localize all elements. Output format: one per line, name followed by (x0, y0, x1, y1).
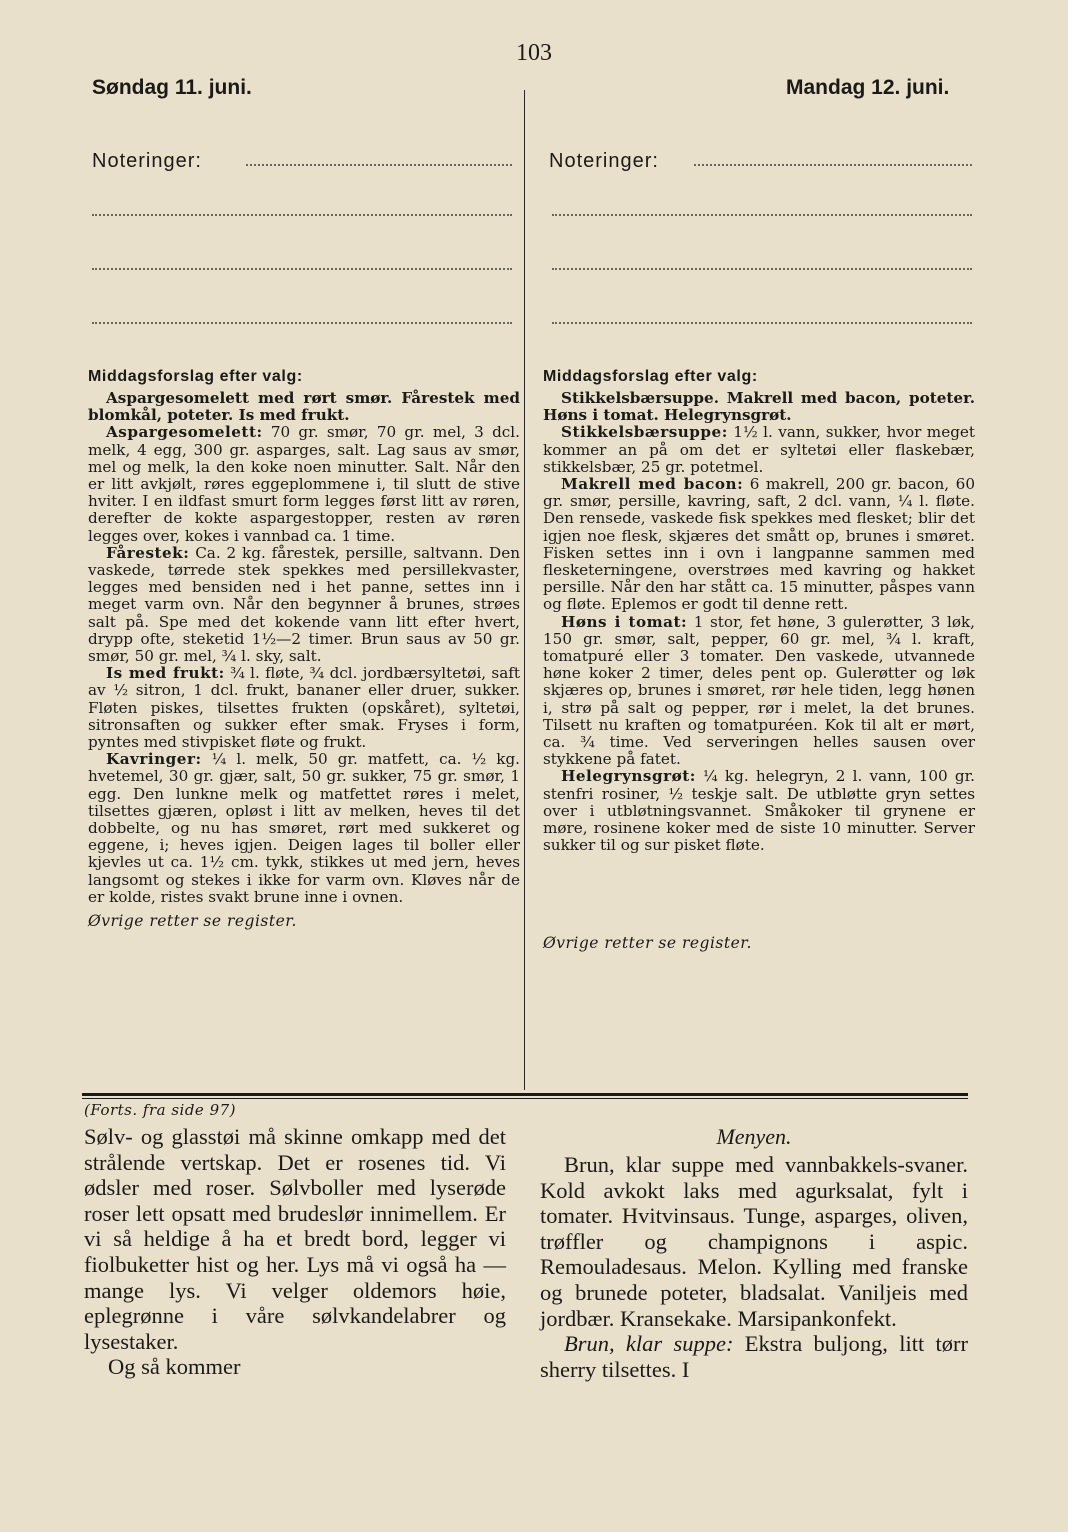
left-note-line (92, 268, 512, 270)
left-summary: Aspargesomelett med rørt smør. Fårestek med blomkål, poteter. Is med frukt. (88, 389, 520, 425)
bottom-right-menu (540, 1124, 968, 1382)
recipe-makrell-med-bacon: Makrell med bacon: 6 makrell, 200 gr. bacon, 60 gr. smør, persille, kavring, saft, 2 dcl. vann, ¼ l. fløte. Den rensede, vaskede fisk spekkes med flesket; blir det igjen noe flesk, skjæres det smått op, brunes i smøret. Fisken settes inn i ovn i langpanne sammen med flesketerningene, overstrøes med kavring og hakket persille. Når den har stått ca. 15 minutter, påspes vann og fløte. Eplemos er godt til denne rett. (543, 475, 975, 614)
menu-text: Brun, klar suppe med vannbakkels-svaner. Kold avkokt laks med agurksalat, fylt i tomater. Hvitvinsaus. Tunge, asparges, oliven, trøffler og champignons i aspic. Remouladesaus. Melon. Kylling med franske og brunede poteter, bladsalat. Vaniljeis med jordbær. Kransekake. Marsipankonfekt. (540, 1152, 968, 1331)
story-paragraph: Sølv- og glasstøi må skinne omkapp med det strålende vertskap. Det er rosenes tid. Vi ødsler med roser. Sølvboller med lyserøde roser lett opsatt med brudeslør innimellem. Er vi så heldige å ha et bredt bord, legger vi fiolbuketter hist og her. Lys må vi også ha — mange lys. Vi velger oldemors høie, eplegrønne i våre sølvkandelabrer og lysestaker. (84, 1124, 506, 1354)
recipe-is-med-frukt: Is med frukt: ¾ l. fløte, ¾ dcl. jordbærsyltetøi, saft av ½ sitron, 1 dcl. frukt, bananer eller druer, sukker. Fløten piskes, tilsettes frukten (opskåret), syltetøi, sitronsaften og sukker efter smak. Fryses i form, pyntes med stivpisket fløte og frukt. (88, 664, 521, 752)
right-note-line (552, 268, 972, 270)
left-notes-label: Noteringer: (92, 150, 202, 172)
left-note-line (92, 214, 512, 216)
left-heading: Middagsforslag efter valg: (88, 368, 303, 385)
menu-soup: Brun, klar suppe: Ekstra buljong, litt tørr sherry tilsettes. I (540, 1331, 968, 1382)
right-heading: Middagsforslag efter valg: (543, 368, 758, 385)
right-other-dishes: Øvrige retter se register. (543, 934, 752, 953)
page-number: 103 (516, 40, 552, 66)
recipe-aspargesomelett: Aspargesomelett: 70 gr. smør, 70 gr. mel, 3 dcl. melk, 4 egg, 300 gr. asparges, salt. Lag saus av smør, mel og melk, la den koke noen minutter. Salt. Når den er litt avkjølt, røres eggeplommene i, til slutt de stive hviter. I en ildfast smurt form legges først litt av røren, derefter de kokte aspargestopper, resten av røren legges over, kokes i vannbad ca. 1 time. (88, 423, 520, 545)
recipe-hons-i-tomat: Høns i tomat: 1 stor, fet høne, 3 gulerøtter, 3 løk, 150 gr. smør, salt, pepper, 60 gr. mel, ¾ l. kraft, tomatpuré eller 3 tomater. Den vaskede, utvannede høne koker 2 timer, deles pent op. Gulerøtter og løk skjæres op, brunes i smøret, rør hele tiden, legg hønen i, strø på salt og pepper, rør i melet, la det brunes. Tilsett nu kraften og tomatpuréen. Kok til alt er mørt, ca. ¾ time. Ved serveringen helles sausen over stykkene på fatet. (543, 612, 976, 769)
recipe-farestek: Fårestek: Ca. 2 kg. fårestek, persille, saltvann. Den vaskede, tørrede stek spekkes med persillekvaster, legges med bensiden ned i het panne, settes inn i meget varm ovn. Når den begynner å brunes, strøes salt på. Spe med det kokende vann litt efter hvert, drypp ofte, steketid 1½—2 timer. Brun saus av 50 gr. smør, 50 gr. mel, ¾ l. sky, salt. (88, 543, 521, 666)
right-note-line (694, 164, 972, 166)
left-note-line (246, 164, 512, 166)
recipe-kavringer: Kavringer: ¼ l. melk, 50 gr. matfett, ca. ½ kg. hvetemel, 30 gr. gjær, salt, 50 gr. sukker, 75 gr. smør, 1 egg. Den lunkne melk og matfettet røres i melet, tilsettes gjæren, opløst i litt av melken, heves til det dobbelte, og nu has smøret, rørt med sukkeret og eggene, i; heves igjen. Deigen lages til boller eller kjevles ut ca. 1½ cm. tykk, stikkes ut med jern, heves langsomt og stekes i ikke for varm ovn. Kløves når de er kolde, ristes svakt brune inne i ovnen. (88, 750, 520, 906)
right-date: Mandag 12. juni. (786, 76, 950, 99)
right-notes-label: Noteringer: (549, 150, 659, 172)
right-recipes (543, 368, 975, 952)
recipe-stikkelsbaersuppe: Stikkelsbærsuppe: 1½ l. vann, sukker, hvor meget kommer an på om det er syltetøi eller flaskebær, stikkelsbær, 25 gr. potetmel. (543, 423, 976, 476)
bottom-left-text (84, 1124, 506, 1380)
story-last-line: Og så kommer (108, 1354, 241, 1380)
separator-rule (82, 1093, 968, 1096)
right-note-line (552, 214, 972, 216)
right-note-line (552, 322, 972, 324)
right-summary: Stikkelsbærsuppe. Makrell med bacon, poteter. Høns i tomat. Helegrynsgrøt. (543, 389, 975, 425)
left-other-dishes: Øvrige retter se register. (88, 912, 297, 931)
column-divider (524, 90, 525, 1090)
menu-title: Menyen. (716, 1124, 792, 1149)
separator-rule-thin (82, 1098, 968, 1099)
left-date: Søndag 11. juni. (92, 76, 252, 99)
left-note-line (92, 322, 512, 324)
recipe-helegrynsgrot: Helegrynsgrøt: ¼ kg. helegryn, 2 l. vann, 100 gr. stenfri rosiner, ½ teskje salt. De utbløtte gryn settes over i utbløtningsvannet. Småkoker til grynene er møre, rosinene koker med de siste 10 minutter. Server sukker til og sur pisket fløte. (543, 767, 975, 855)
left-recipes (88, 368, 520, 930)
continuation-note: (Forts. fra side 97) (84, 1101, 237, 1119)
